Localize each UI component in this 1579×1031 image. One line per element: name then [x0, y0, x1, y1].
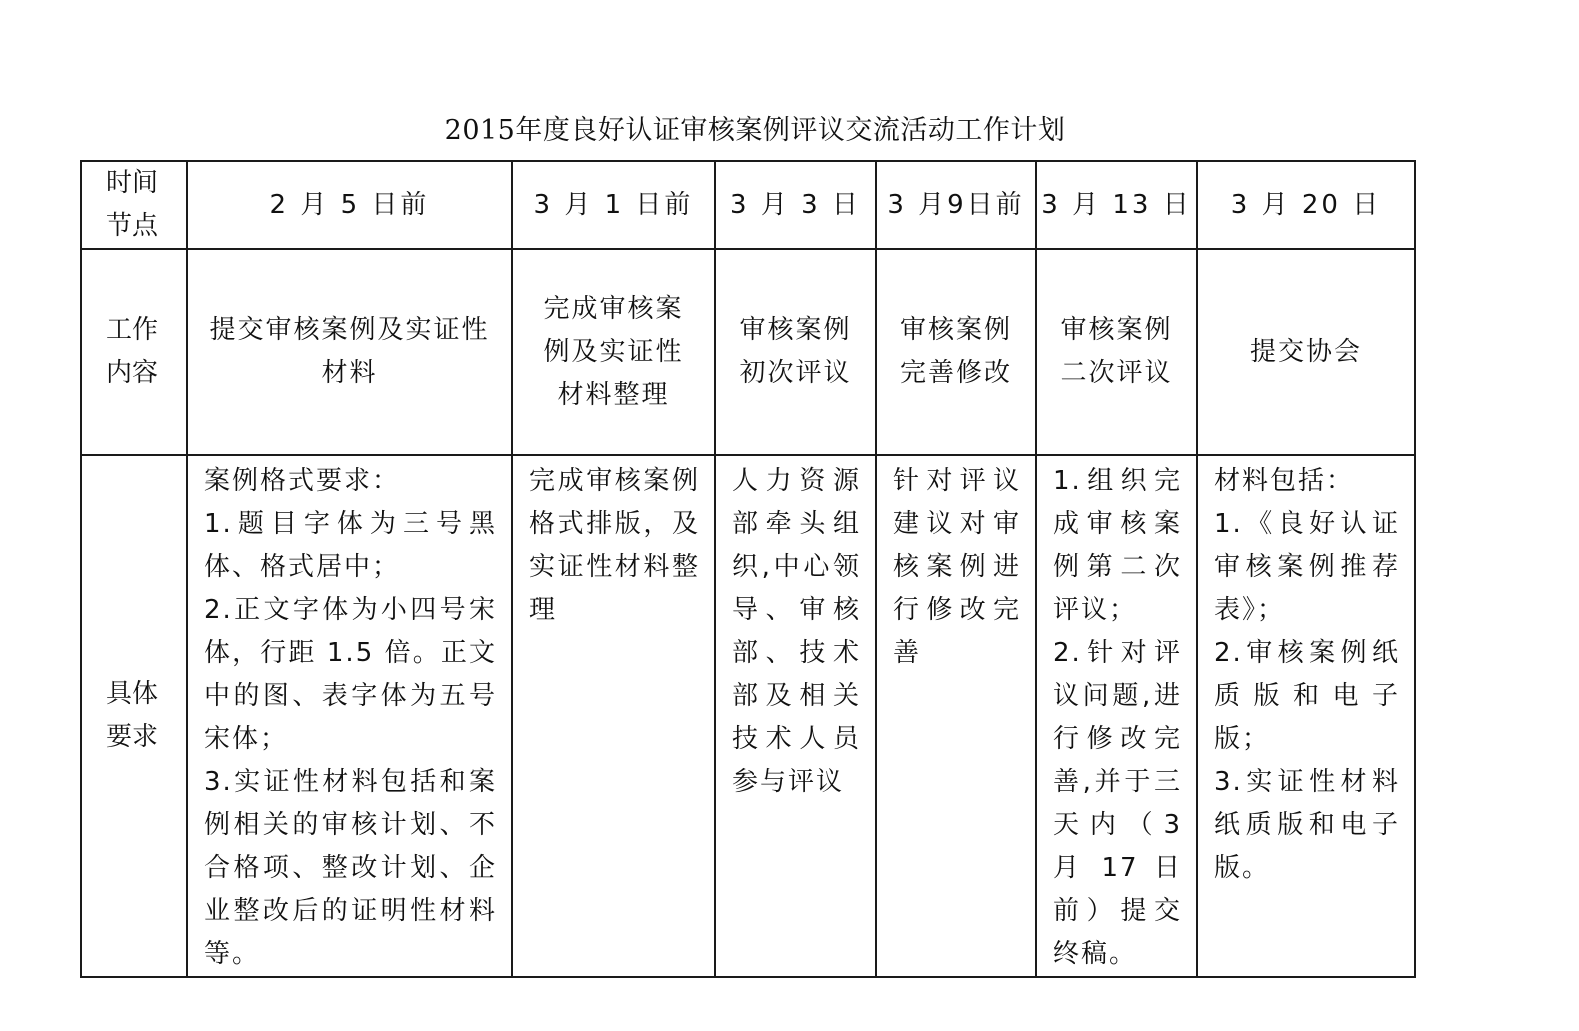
- row-header-line: 要求: [106, 722, 159, 752]
- content-line: 提交审核案例及实证性: [209, 315, 490, 345]
- requirement-line: 1.组织完成审核案例第二次评议；: [1053, 466, 1182, 625]
- content-cell: [187, 249, 512, 455]
- content-line: 例及实证性: [543, 336, 684, 367]
- requirement-line: 针对评议建议对审核案例进行修改完善: [893, 466, 1021, 668]
- requirement-line: 3.实证性材料包括和案例相关的审核计划、不合格项、整改计划、企业整改后的证明性材料等。: [204, 767, 497, 969]
- requirement-line: 2.正文字体为小四号宋体，行距 1.5 倍。正文中的图、表字体为五号宋体；: [204, 595, 497, 754]
- content-line: 审核案例: [899, 315, 1012, 345]
- row-header-line: 时间: [106, 168, 159, 198]
- row-header-line: 内容: [106, 358, 159, 388]
- requirement-line: 3.实证性材料纸质版和电子版。: [1214, 767, 1400, 883]
- requirement-line: 1.《良好认证审核案例推荐表》；: [1214, 509, 1400, 625]
- requirement-line: 2.审核案例纸质版和电子版；: [1214, 638, 1400, 754]
- content-cell: [876, 249, 1036, 455]
- date-cell: 3 月 20 日: [1197, 161, 1415, 249]
- requirement-cell: [512, 455, 715, 977]
- work-plan-table: [80, 160, 1416, 978]
- content-line: 二次评议: [1060, 358, 1173, 388]
- content-line: 材料整理: [557, 379, 670, 410]
- requirement-line: 1.题目字体为三号黑体、格式居中；: [204, 509, 497, 582]
- content-cell: [1036, 249, 1197, 455]
- row-header-requirements: [81, 455, 187, 977]
- requirement-cell: [187, 455, 512, 977]
- content-line: 审核案例: [739, 315, 852, 345]
- row-header-time: [81, 161, 187, 249]
- content-cell: [715, 249, 876, 455]
- row-header-line: 具体: [106, 679, 159, 709]
- date-cell: 3 月 3 日: [715, 161, 876, 249]
- requirements-row: [81, 455, 1415, 977]
- content-line: 初次评议: [739, 358, 852, 388]
- requirement-cell: [1036, 455, 1197, 977]
- date-cell: 3 月9日前: [876, 161, 1036, 249]
- content-line: 完成审核案: [543, 293, 684, 324]
- document-title: 2015年度良好认证审核案例评议交流活动工作计划: [444, 115, 1066, 146]
- content-line: 审核案例: [1060, 315, 1173, 345]
- requirement-cell: [1197, 455, 1415, 977]
- time-node-row: [81, 161, 1415, 249]
- date-cell: 3 月 13 日: [1036, 161, 1197, 249]
- requirement-line: 材料包括：: [1214, 466, 1355, 496]
- requirement-cell: [876, 455, 1036, 977]
- content-cell: [512, 249, 715, 455]
- requirement-line: 案例格式要求：: [204, 466, 401, 496]
- date-cell: 3 月 1 日前: [512, 161, 715, 249]
- content-line: 完善修改: [899, 358, 1012, 388]
- work-content-row: [81, 249, 1415, 455]
- date-cell: 2 月 5 日前: [187, 161, 512, 249]
- content-cell: [1197, 249, 1415, 455]
- content-line: 材料: [321, 358, 378, 388]
- row-header-line: 节点: [106, 211, 159, 241]
- row-header-line: 工作: [106, 315, 159, 345]
- content-line: 提交协会: [1249, 336, 1362, 367]
- requirement-cell: [715, 455, 876, 977]
- row-header-content: [81, 249, 187, 455]
- requirement-line: 人力资源部牵头组织,中心领导、审核部、技术部及相关技术人员参与评议: [732, 466, 861, 797]
- requirement-line: 2.针对评议问题,进行修改完善,并于三天内（3月 17 日前）提交终稿。: [1053, 638, 1182, 969]
- requirement-line: 完成审核案例格式排版，及实证性材料整理: [529, 466, 700, 625]
